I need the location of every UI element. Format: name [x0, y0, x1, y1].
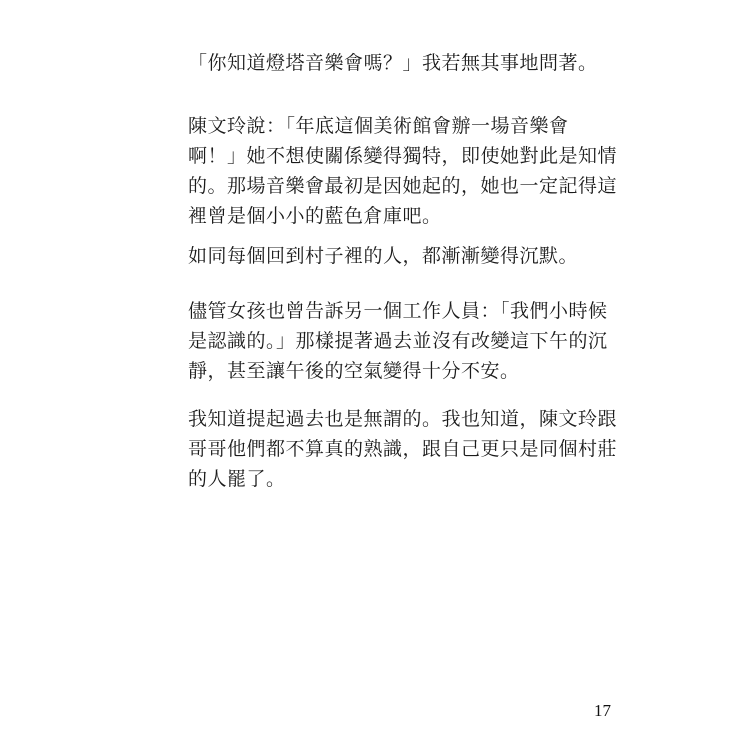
text-line: 儘管女孩也曾告訴另一個工作人員：「我們小時候	[188, 300, 608, 322]
text-line: 哥哥他們都不算真的熟識，跟自己更只是同個村莊	[188, 438, 618, 460]
text-line: 的。那場音樂會最初是因她起的，她也一定記得這	[188, 175, 618, 197]
text-line: 啊！」她不想使關係變得獨特，即使她對此是知情	[188, 145, 618, 167]
text-line: 如同每個回到村子裡的人，都漸漸變得沉默。	[188, 245, 579, 267]
text-line: 我知道提起過去也是無謂的。我也知道，陳文玲跟	[188, 408, 618, 430]
paragraph-5	[188, 404, 618, 494]
paragraph-2	[188, 111, 618, 231]
text-line: 是認識的。」那樣提著過去並沒有改變這下午的沉	[188, 330, 608, 352]
text-line: 靜，甚至讓午後的空氣變得十分不安。	[188, 360, 520, 382]
page-number: 17	[594, 701, 611, 720]
text-line: 的人罷了。	[188, 468, 286, 490]
text-line: 裡曾是個小小的藍色倉庫吧。	[188, 205, 442, 227]
paragraph-1	[188, 48, 608, 78]
paragraph-3	[188, 241, 608, 271]
paragraph-4	[188, 296, 608, 386]
text-line: 「你知道燈塔音樂會嗎？」我若無其事地問著。	[188, 52, 598, 74]
text-line: 陳文玲說：「年底這個美術館會辦一場音樂會	[188, 115, 569, 137]
